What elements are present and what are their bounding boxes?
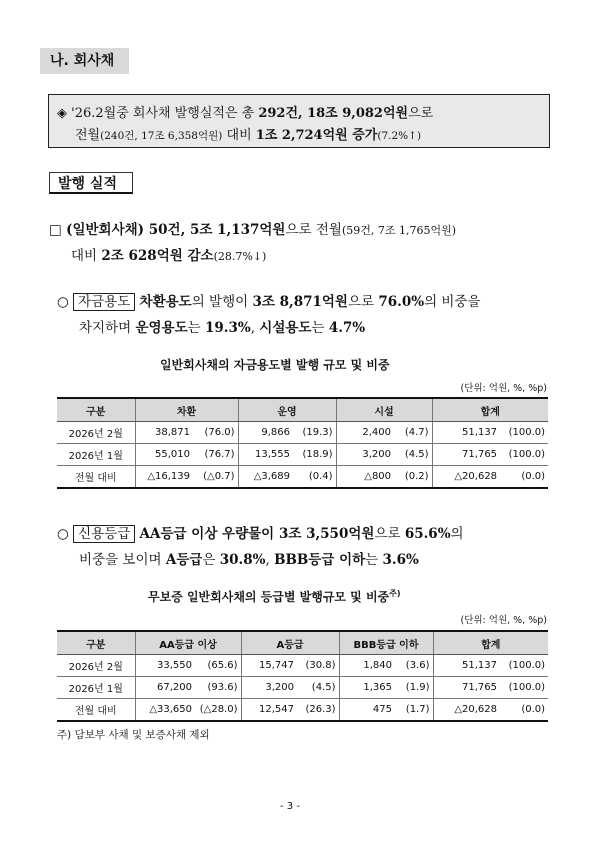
para2-line1 bbox=[57, 290, 481, 310]
para2-text: 시설용도 bbox=[259, 320, 312, 336]
para2-text: 76.0% bbox=[378, 294, 425, 310]
footnote: 주) 담보부 사채 및 보증사채 제외 bbox=[57, 729, 210, 741]
cell-ratio: (26.3) bbox=[297, 699, 339, 722]
cell-ratio: (0.0) bbox=[500, 466, 548, 489]
table-row bbox=[57, 699, 548, 722]
cell-value: 51,137 bbox=[432, 422, 500, 444]
table-header: 구분 bbox=[57, 398, 135, 422]
table1-unit: (단위: 억원, %, %p) bbox=[460, 383, 547, 394]
table-header: 운영 bbox=[238, 398, 336, 422]
square-bullet-icon: □ bbox=[49, 222, 62, 238]
table2-header-row bbox=[57, 631, 548, 655]
para1-text: (28.7%↓) bbox=[213, 250, 267, 263]
cell-ratio: (100.0) bbox=[500, 422, 548, 444]
para3-text: BBB등급 이하 bbox=[274, 552, 366, 568]
summary-total: 292건, 18조 9,082억원 bbox=[258, 106, 409, 121]
para3-text: 비중을 보이며 bbox=[79, 552, 166, 568]
cell-ratio: (93.6) bbox=[195, 677, 241, 699]
para3-line1 bbox=[57, 522, 464, 542]
table-header: 합계 bbox=[433, 631, 548, 655]
para1-text: 대비 bbox=[71, 248, 102, 264]
cell-ratio: (1.9) bbox=[395, 677, 433, 699]
para2-text: 는 bbox=[187, 320, 205, 336]
cell-value: △20,628 bbox=[432, 466, 500, 489]
cell-value: 12,547 bbox=[241, 699, 297, 722]
table-row bbox=[57, 677, 548, 699]
table-header: BBB등급 이하 bbox=[339, 631, 433, 655]
cell-ratio: (18.9) bbox=[293, 444, 336, 466]
table-row bbox=[57, 444, 548, 466]
summary-rate: (7.2%↑) bbox=[377, 130, 422, 142]
para1-text: (일반회사채) 50건, 5조 1,137억원 bbox=[66, 222, 286, 238]
cell-ratio: (4.5) bbox=[297, 677, 339, 699]
cell-value: 51,137 bbox=[433, 655, 500, 677]
para1-line2 bbox=[71, 244, 266, 264]
summary-text: 전월 bbox=[75, 128, 101, 143]
para3-line2 bbox=[79, 548, 419, 568]
cell-ratio: (19.3) bbox=[293, 422, 336, 444]
para1-line1 bbox=[49, 218, 456, 238]
cell-value: 475 bbox=[339, 699, 395, 722]
table1-header-row bbox=[57, 398, 548, 422]
para2-text: , bbox=[250, 320, 260, 336]
cell-value: 13,555 bbox=[238, 444, 293, 466]
table1 bbox=[57, 397, 548, 489]
row-label: 2026년 2월 bbox=[57, 422, 135, 444]
cell-ratio: (△28.0) bbox=[195, 699, 241, 722]
cell-value: 67,200 bbox=[135, 677, 195, 699]
para3-text: 는 bbox=[365, 552, 383, 568]
para1-text: (59건, 7조 1,765억원) bbox=[341, 224, 457, 237]
cell-ratio: (△0.7) bbox=[193, 466, 238, 489]
row-label: 전월 대비 bbox=[57, 466, 135, 489]
cell-ratio: (4.7) bbox=[394, 422, 432, 444]
cell-ratio: (4.5) bbox=[394, 444, 432, 466]
cell-value: 71,765 bbox=[432, 444, 500, 466]
cell-value: 1,365 bbox=[339, 677, 395, 699]
circle-bullet-icon: ○ bbox=[57, 526, 69, 542]
cell-value: 33,550 bbox=[135, 655, 195, 677]
para3-text: 3.6% bbox=[382, 552, 419, 568]
row-label: 2026년 1월 bbox=[57, 444, 135, 466]
para3-text: 3조 3,550억원 bbox=[278, 526, 375, 542]
para2-text: 운영용도 bbox=[135, 320, 188, 336]
footnote-mark: 주) bbox=[389, 589, 401, 598]
cell-ratio: (76.7) bbox=[193, 444, 238, 466]
table-row bbox=[57, 422, 548, 444]
para3-text: 의 bbox=[450, 526, 464, 542]
table-header: 시설 bbox=[336, 398, 432, 422]
cell-value: 15,747 bbox=[241, 655, 297, 677]
summary-change: 1조 2,724억원 증가 bbox=[255, 128, 378, 143]
cell-ratio: (65.6) bbox=[195, 655, 241, 677]
para3-text: 으로 bbox=[374, 526, 405, 542]
summary-text: '26.2월중 회사채 발행실적은 총 bbox=[71, 106, 259, 121]
para3-text: AA등급 이상 우량물이 bbox=[139, 526, 279, 542]
cell-ratio: (76.0) bbox=[193, 422, 238, 444]
section-title: 나. 회사채 bbox=[40, 48, 129, 74]
table-header: 합계 bbox=[432, 398, 548, 422]
para2-text: 4.7% bbox=[328, 320, 366, 336]
summary-text: 대비 bbox=[222, 128, 256, 143]
cell-value: 38,871 bbox=[135, 422, 193, 444]
cell-value: △800 bbox=[336, 466, 394, 489]
cell-value: 2,400 bbox=[336, 422, 394, 444]
table-row bbox=[57, 466, 548, 489]
para3-text: A등급 bbox=[165, 552, 203, 568]
table2-unit: (단위: 억원, %, %p) bbox=[460, 615, 547, 626]
page-number: - 3 - bbox=[280, 801, 300, 812]
para2-text: 차환용도 bbox=[139, 294, 192, 310]
cell-value: 55,010 bbox=[135, 444, 193, 466]
cell-ratio: (100.0) bbox=[500, 655, 548, 677]
cell-ratio: (100.0) bbox=[500, 677, 548, 699]
cell-value: △3,689 bbox=[238, 466, 293, 489]
cell-value: 1,840 bbox=[339, 655, 395, 677]
cell-ratio: (0.4) bbox=[293, 466, 336, 489]
purpose-tag: 자금용도 bbox=[73, 293, 135, 311]
table1-title: 일반회사채의 자금용도별 발행 규모 및 비중 bbox=[160, 358, 390, 372]
cell-value: 9,866 bbox=[238, 422, 293, 444]
row-label: 2026년 2월 bbox=[57, 655, 135, 677]
para2-text: 의 비중을 bbox=[424, 294, 481, 310]
table-header: AA등급 이상 bbox=[135, 631, 241, 655]
table-row bbox=[57, 655, 548, 677]
para2-text: 는 bbox=[311, 320, 329, 336]
para2-text: 차지하며 bbox=[79, 320, 136, 336]
cell-ratio: (0.0) bbox=[500, 699, 548, 722]
circle-bullet-icon: ○ bbox=[57, 294, 69, 310]
cell-ratio: (30.8) bbox=[297, 655, 339, 677]
table2-title bbox=[148, 588, 401, 605]
summary-text: 으로 bbox=[408, 106, 434, 121]
para3-text: 30.8% bbox=[219, 552, 266, 568]
para2-text: 의 발행이 bbox=[191, 294, 253, 310]
diamond-bullet-icon: ◈ bbox=[57, 106, 67, 121]
para2-text: 으로 bbox=[347, 294, 379, 310]
table2-title-text: 무보증 일반회사채의 등급별 발행규모 및 비중 bbox=[148, 590, 390, 604]
para1-text: 2조 628억원 감소 bbox=[101, 248, 214, 264]
summary-line-1 bbox=[57, 102, 433, 121]
cell-ratio: (100.0) bbox=[500, 444, 548, 466]
sub-title bbox=[49, 172, 133, 194]
table-header: 차환 bbox=[135, 398, 238, 422]
cell-ratio: (3.6) bbox=[395, 655, 433, 677]
cell-value: 71,765 bbox=[433, 677, 500, 699]
table-header: 구분 bbox=[57, 631, 135, 655]
cell-value: △33,650 bbox=[135, 699, 195, 722]
cell-ratio: (0.2) bbox=[394, 466, 432, 489]
para3-text: 은 bbox=[202, 552, 220, 568]
para2-text: 19.3% bbox=[204, 320, 251, 336]
row-label: 전월 대비 bbox=[57, 699, 135, 722]
cell-value: △20,628 bbox=[433, 699, 500, 722]
para3-text: , bbox=[265, 552, 275, 568]
para2-line2 bbox=[79, 316, 365, 336]
summary-box bbox=[48, 94, 550, 148]
cell-value: △16,139 bbox=[135, 466, 193, 489]
sub-title-text: 발행 실적 bbox=[58, 176, 117, 192]
table2 bbox=[57, 630, 548, 722]
table-header: A등급 bbox=[241, 631, 339, 655]
para1-text: 으로 전월 bbox=[285, 222, 342, 238]
cell-value: 3,200 bbox=[336, 444, 394, 466]
cell-value: 3,200 bbox=[241, 677, 297, 699]
row-label: 2026년 1월 bbox=[57, 677, 135, 699]
summary-line-2 bbox=[75, 124, 421, 143]
para2-text: 3조 8,871억원 bbox=[252, 294, 348, 310]
para3-text: 65.6% bbox=[404, 526, 451, 542]
summary-prev: (240건, 17조 6,358억원) bbox=[100, 130, 223, 142]
rating-tag: 신용등급 bbox=[73, 525, 135, 543]
cell-ratio: (1.7) bbox=[395, 699, 433, 722]
